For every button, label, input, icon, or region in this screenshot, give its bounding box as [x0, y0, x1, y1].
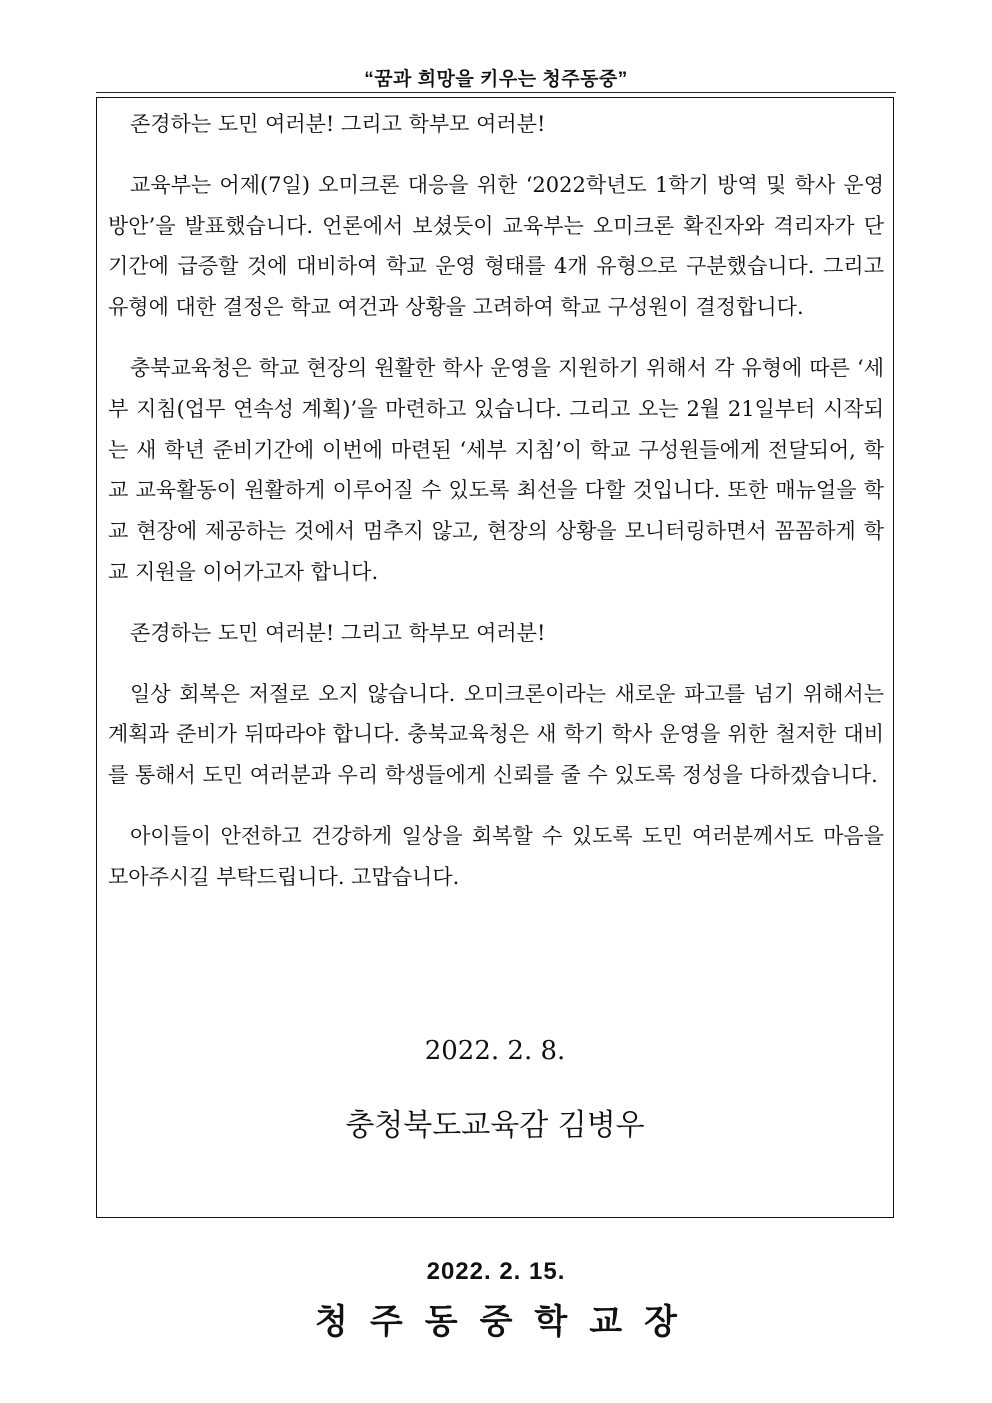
letter-date: 2022. 2. 8.: [424, 1036, 566, 1066]
letter-body: [108, 104, 884, 918]
letter-paragraph: 일상 회복은 저절로 오지 않습니다. 오미크론이라는 새로운 파고를 넘기 위해서는 계획과 준비가 뒤따라야 합니다. 충북교육청은 새 학기 학사 운영을 위한 철저한 대비를 통해서 도민 여러분과 우리 학생들에게 신뢰를 줄 수 있도록 정성을 다하겠습니다.: [108, 681, 884, 788]
letter-greeting: 존경하는 도민 여러분! 그리고 학부모 여러분!: [130, 620, 546, 645]
letter-greeting: 존경하는 도민 여러분! 그리고 학부모 여러분!: [130, 112, 546, 136]
header-motto: “꿈과 희망을 키우는 청주동중”: [364, 69, 628, 90]
footer-date: 2022. 2. 15.: [426, 1258, 566, 1285]
letter-paragraph: 충북교육청은 학교 현장의 원활한 학사 운영을 지원하기 위해서 각 유형에 따른 ‘세부 지침(업무 연속성 계획)’을 마련하고 있습니다. 그리고 오는 2월 21일부터 시작되는 새 학년 준비기간에 이번에 마련된 ‘세부 지침’이 학교 구성원들에게 전달되어, 학교 교육활동이 원활하게 이루어질 수 있도록 최선을 다할 것입니다. 또한 매뉴얼을 학교 현장에 제공하는 것에서 멈추지 않고, 현장의 상황을 모니터링하면서 꼼꼼하게 학교 지원을 이어가고자 합니다.: [108, 355, 884, 584]
letter-paragraph: 교육부는 어제(7일) 오미크론 대응을 위한 ‘2022학년도 1학기 방역 및 학사 운영 방안’을 발표했습니다. 언론에서 보셨듯이 교육부는 오미크론 확진자와 격리자가 단기간에 급증할 것에 대비하여 학교 운영 형태를 4개 유형으로 구분했습니다. 그리고 유형에 대한 결정은 학교 여건과 상황을 고려하여 학교 구성원이 결정합니다.: [108, 172, 884, 320]
letter-signature: 충청북도교육감 김병우: [345, 1108, 645, 1143]
footer-sender: 청주동중학교장: [315, 1302, 699, 1342]
header-divider: [96, 92, 896, 93]
letter-paragraph: 아이들이 안전하고 건강하게 일상을 회복할 수 있도록 도민 여러분께서도 마음을 모아주시길 부탁드립니다. 고맙습니다.: [108, 823, 884, 889]
